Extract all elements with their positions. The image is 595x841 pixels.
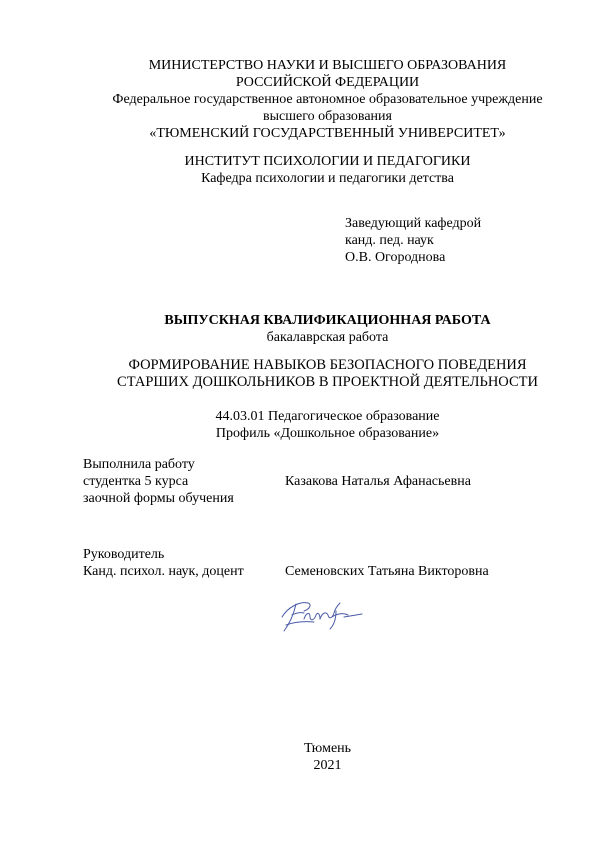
- topic-line-1: ФОРМИРОВАНИЕ НАВЫКОВ БЕЗОПАСНОГО ПОВЕДЕНИЯ: [128, 357, 527, 373]
- department-name: Кафедра психологии и педагогики детства: [201, 171, 454, 186]
- supervisor-label-2: Канд. психол. наук, доцент: [83, 564, 244, 579]
- ministry-header: [60, 57, 595, 142]
- institute-name: ИНСТИТУТ ПСИХОЛОГИИ И ПЕДАГОГИКИ: [184, 154, 471, 169]
- approval-degree: канд. пед. наук: [345, 233, 434, 248]
- approval-block: [345, 215, 481, 266]
- institution-type-line: Федеральное государственное автономное образовательное учреждение: [112, 92, 543, 107]
- city: Тюмень: [303, 741, 352, 756]
- topic-line-2: СТАРШИХ ДОШКОЛЬНИКОВ В ПРОЕКТНОЙ ДЕЯТЕЛЬНОСТИ: [117, 374, 538, 390]
- work-title-block: [60, 312, 595, 346]
- supervisor-label-1: Руководитель: [83, 547, 165, 562]
- student-label-3: заочной формы обучения: [83, 491, 234, 506]
- topic-block: [60, 357, 595, 391]
- year: 2021: [313, 758, 342, 773]
- approval-name: О.В. Огороднова: [345, 250, 446, 265]
- footer-block: [60, 740, 595, 774]
- university-name: «ТЮМЕНСКИЙ ГОСУДАРСТВЕННЫЙ УНИВЕРСИТЕТ»: [149, 126, 506, 141]
- education-level-line: высшего образования: [263, 109, 392, 124]
- student-name: Казакова Наталья Афанасьевна: [285, 474, 471, 489]
- student-label-2: студентка 5 курса: [83, 474, 189, 489]
- direction-code: 44.03.01 Педагогическое образование: [215, 409, 440, 424]
- ministry-line: МИНИСТЕРСТВО НАУКИ И ВЫСШЕГО ОБРАЗОВАНИЯ: [148, 58, 507, 73]
- federation-line: РОССИЙСКОЙ ФЕДЕРАЦИИ: [235, 75, 420, 90]
- supervisor-name: Семеновских Татьяна Викторовна: [285, 564, 489, 579]
- direction-block: [60, 408, 595, 442]
- student-block: [83, 456, 234, 507]
- institute-block: [60, 153, 595, 187]
- approval-title: Заведующий кафедрой: [345, 216, 482, 231]
- profile-name: Профиль «Дошкольное образование»: [215, 426, 440, 441]
- signature-image: [274, 595, 366, 635]
- work-type: ВЫПУСКНАЯ КВАЛИФИКАЦИОННАЯ РАБОТА: [164, 313, 491, 328]
- supervisor-block: [83, 546, 244, 580]
- student-label-1: Выполнила работу: [83, 457, 195, 472]
- work-subtype: бакалаврская работа: [266, 330, 389, 345]
